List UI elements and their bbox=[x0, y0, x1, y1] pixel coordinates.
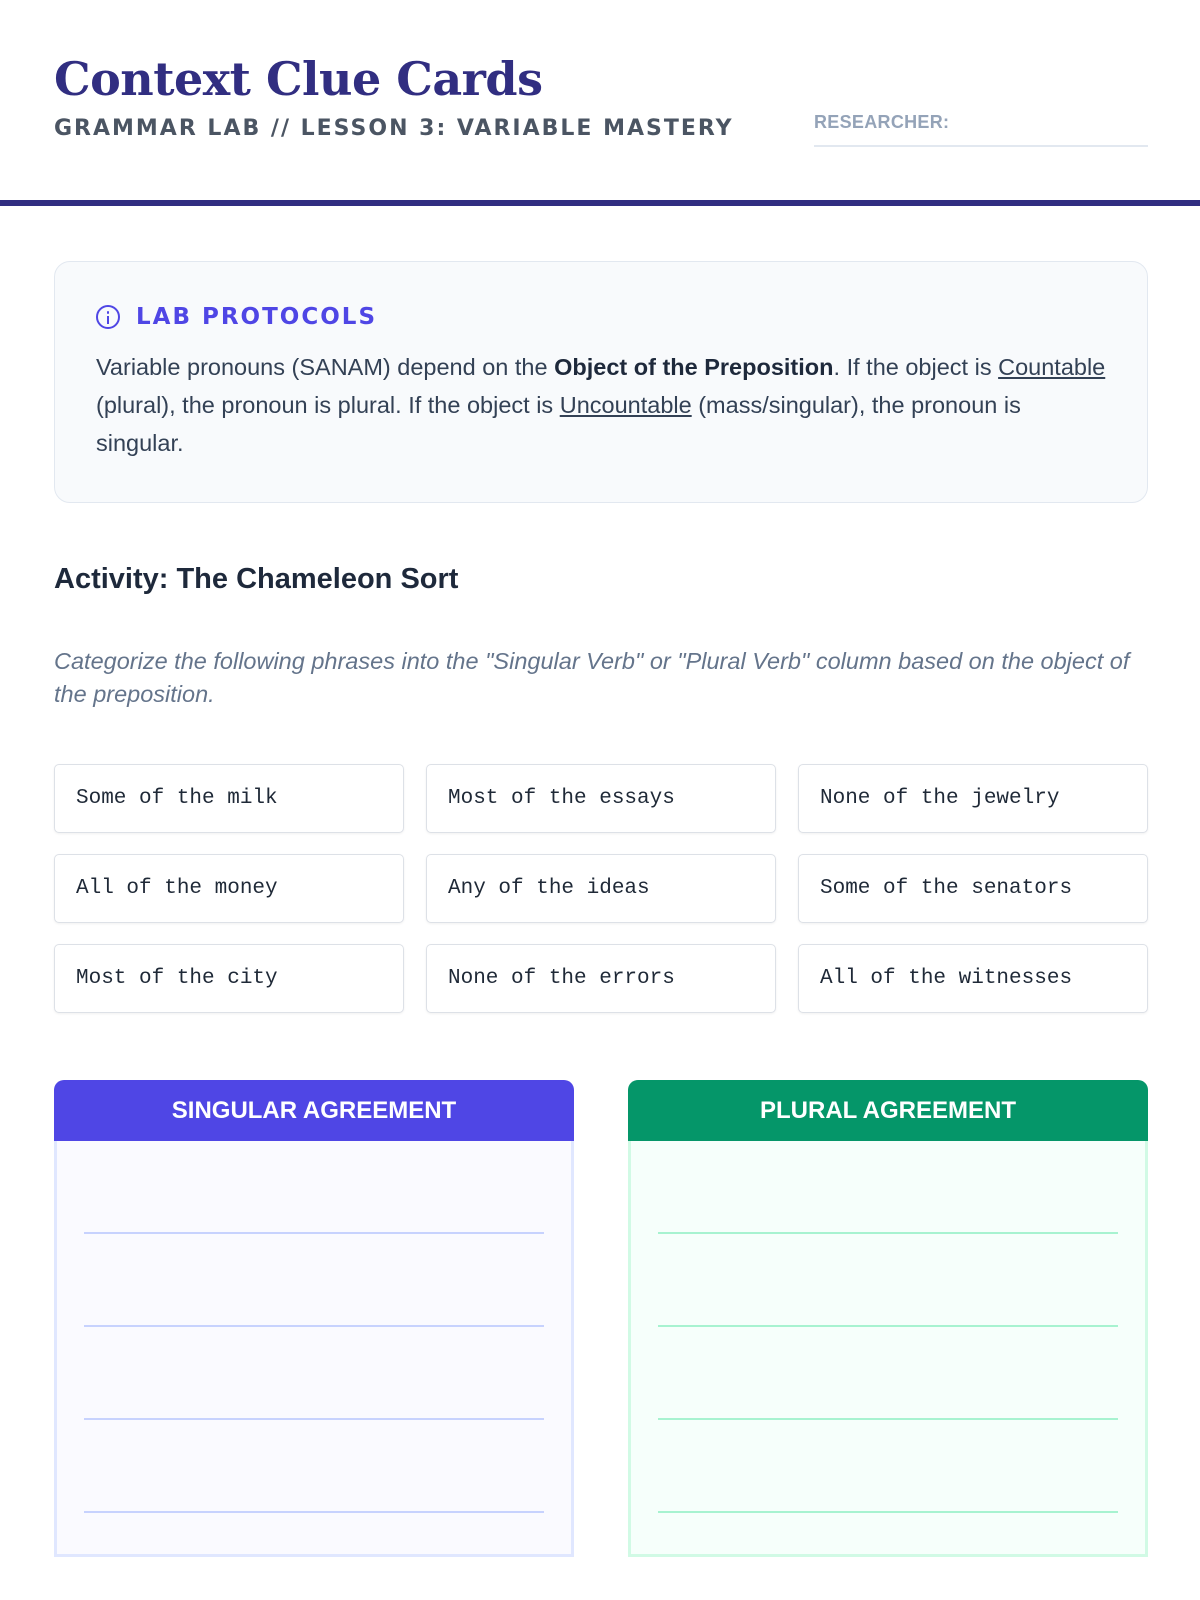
phrase-card[interactable]: All of the witnesses bbox=[798, 944, 1148, 1013]
answer-line bbox=[84, 1511, 544, 1513]
protocol-text bbox=[96, 348, 1106, 462]
page-subtitle: GRAMMAR LAB // LESSON 3: VARIABLE MASTERY bbox=[54, 116, 734, 141]
researcher-field[interactable] bbox=[814, 112, 1148, 147]
phrase-card[interactable]: None of the errors bbox=[426, 944, 776, 1013]
plural-drop-zone[interactable] bbox=[628, 1141, 1148, 1557]
worksheet-header bbox=[0, 0, 1200, 206]
plural-column-header: PLURAL AGREEMENT bbox=[628, 1080, 1148, 1141]
answer-line bbox=[658, 1232, 1118, 1234]
singular-drop-zone[interactable] bbox=[54, 1141, 574, 1557]
answer-line bbox=[658, 1511, 1118, 1513]
info-icon bbox=[96, 305, 120, 329]
phrase-card[interactable]: Most of the essays bbox=[426, 764, 776, 833]
protocol-text-part: . If the object is bbox=[833, 354, 999, 380]
phrase-card[interactable]: All of the money bbox=[54, 854, 404, 923]
researcher-label: RESEARCHER: bbox=[814, 112, 950, 132]
singular-agreement-column bbox=[54, 1080, 574, 1557]
lab-protocols-box bbox=[54, 261, 1148, 503]
phrase-card[interactable]: Some of the senators bbox=[798, 854, 1148, 923]
answer-line bbox=[84, 1232, 544, 1234]
phrase-card-grid bbox=[54, 764, 1148, 1013]
answer-line bbox=[658, 1418, 1118, 1420]
activity-instructions: Categorize the following phrases into the "Singular Verb" or "Plural Verb" column based on the object of the preposition. bbox=[54, 648, 1130, 707]
protocol-text-part: (plural), the pronoun is plural. If the object is bbox=[96, 392, 560, 418]
phrase-card[interactable]: None of the jewelry bbox=[798, 764, 1148, 833]
answer-line bbox=[84, 1325, 544, 1327]
phrase-card[interactable]: Any of the ideas bbox=[426, 854, 776, 923]
protocol-title: LAB PROTOCOLS bbox=[136, 304, 378, 330]
phrase-card[interactable]: Most of the city bbox=[54, 944, 404, 1013]
protocol-bold-term: Object of the Preposition bbox=[554, 354, 834, 380]
answer-line bbox=[84, 1418, 544, 1420]
answer-line bbox=[658, 1325, 1118, 1327]
page-title: Context Clue Cards bbox=[54, 52, 543, 106]
plural-agreement-column bbox=[628, 1080, 1148, 1557]
countable-term: Countable bbox=[998, 354, 1106, 380]
uncountable-term: Uncountable bbox=[559, 392, 692, 418]
phrase-card[interactable]: Some of the milk bbox=[54, 764, 404, 833]
activity-title: Activity: The Chameleon Sort bbox=[54, 563, 459, 595]
protocol-text-part: Variable pronouns (SANAM) depend on the bbox=[96, 354, 555, 380]
singular-column-header: SINGULAR AGREEMENT bbox=[54, 1080, 574, 1141]
protocol-heading bbox=[96, 304, 377, 330]
protocol-text-part: (mass/singular), the pronoun is singular. bbox=[96, 392, 1021, 456]
